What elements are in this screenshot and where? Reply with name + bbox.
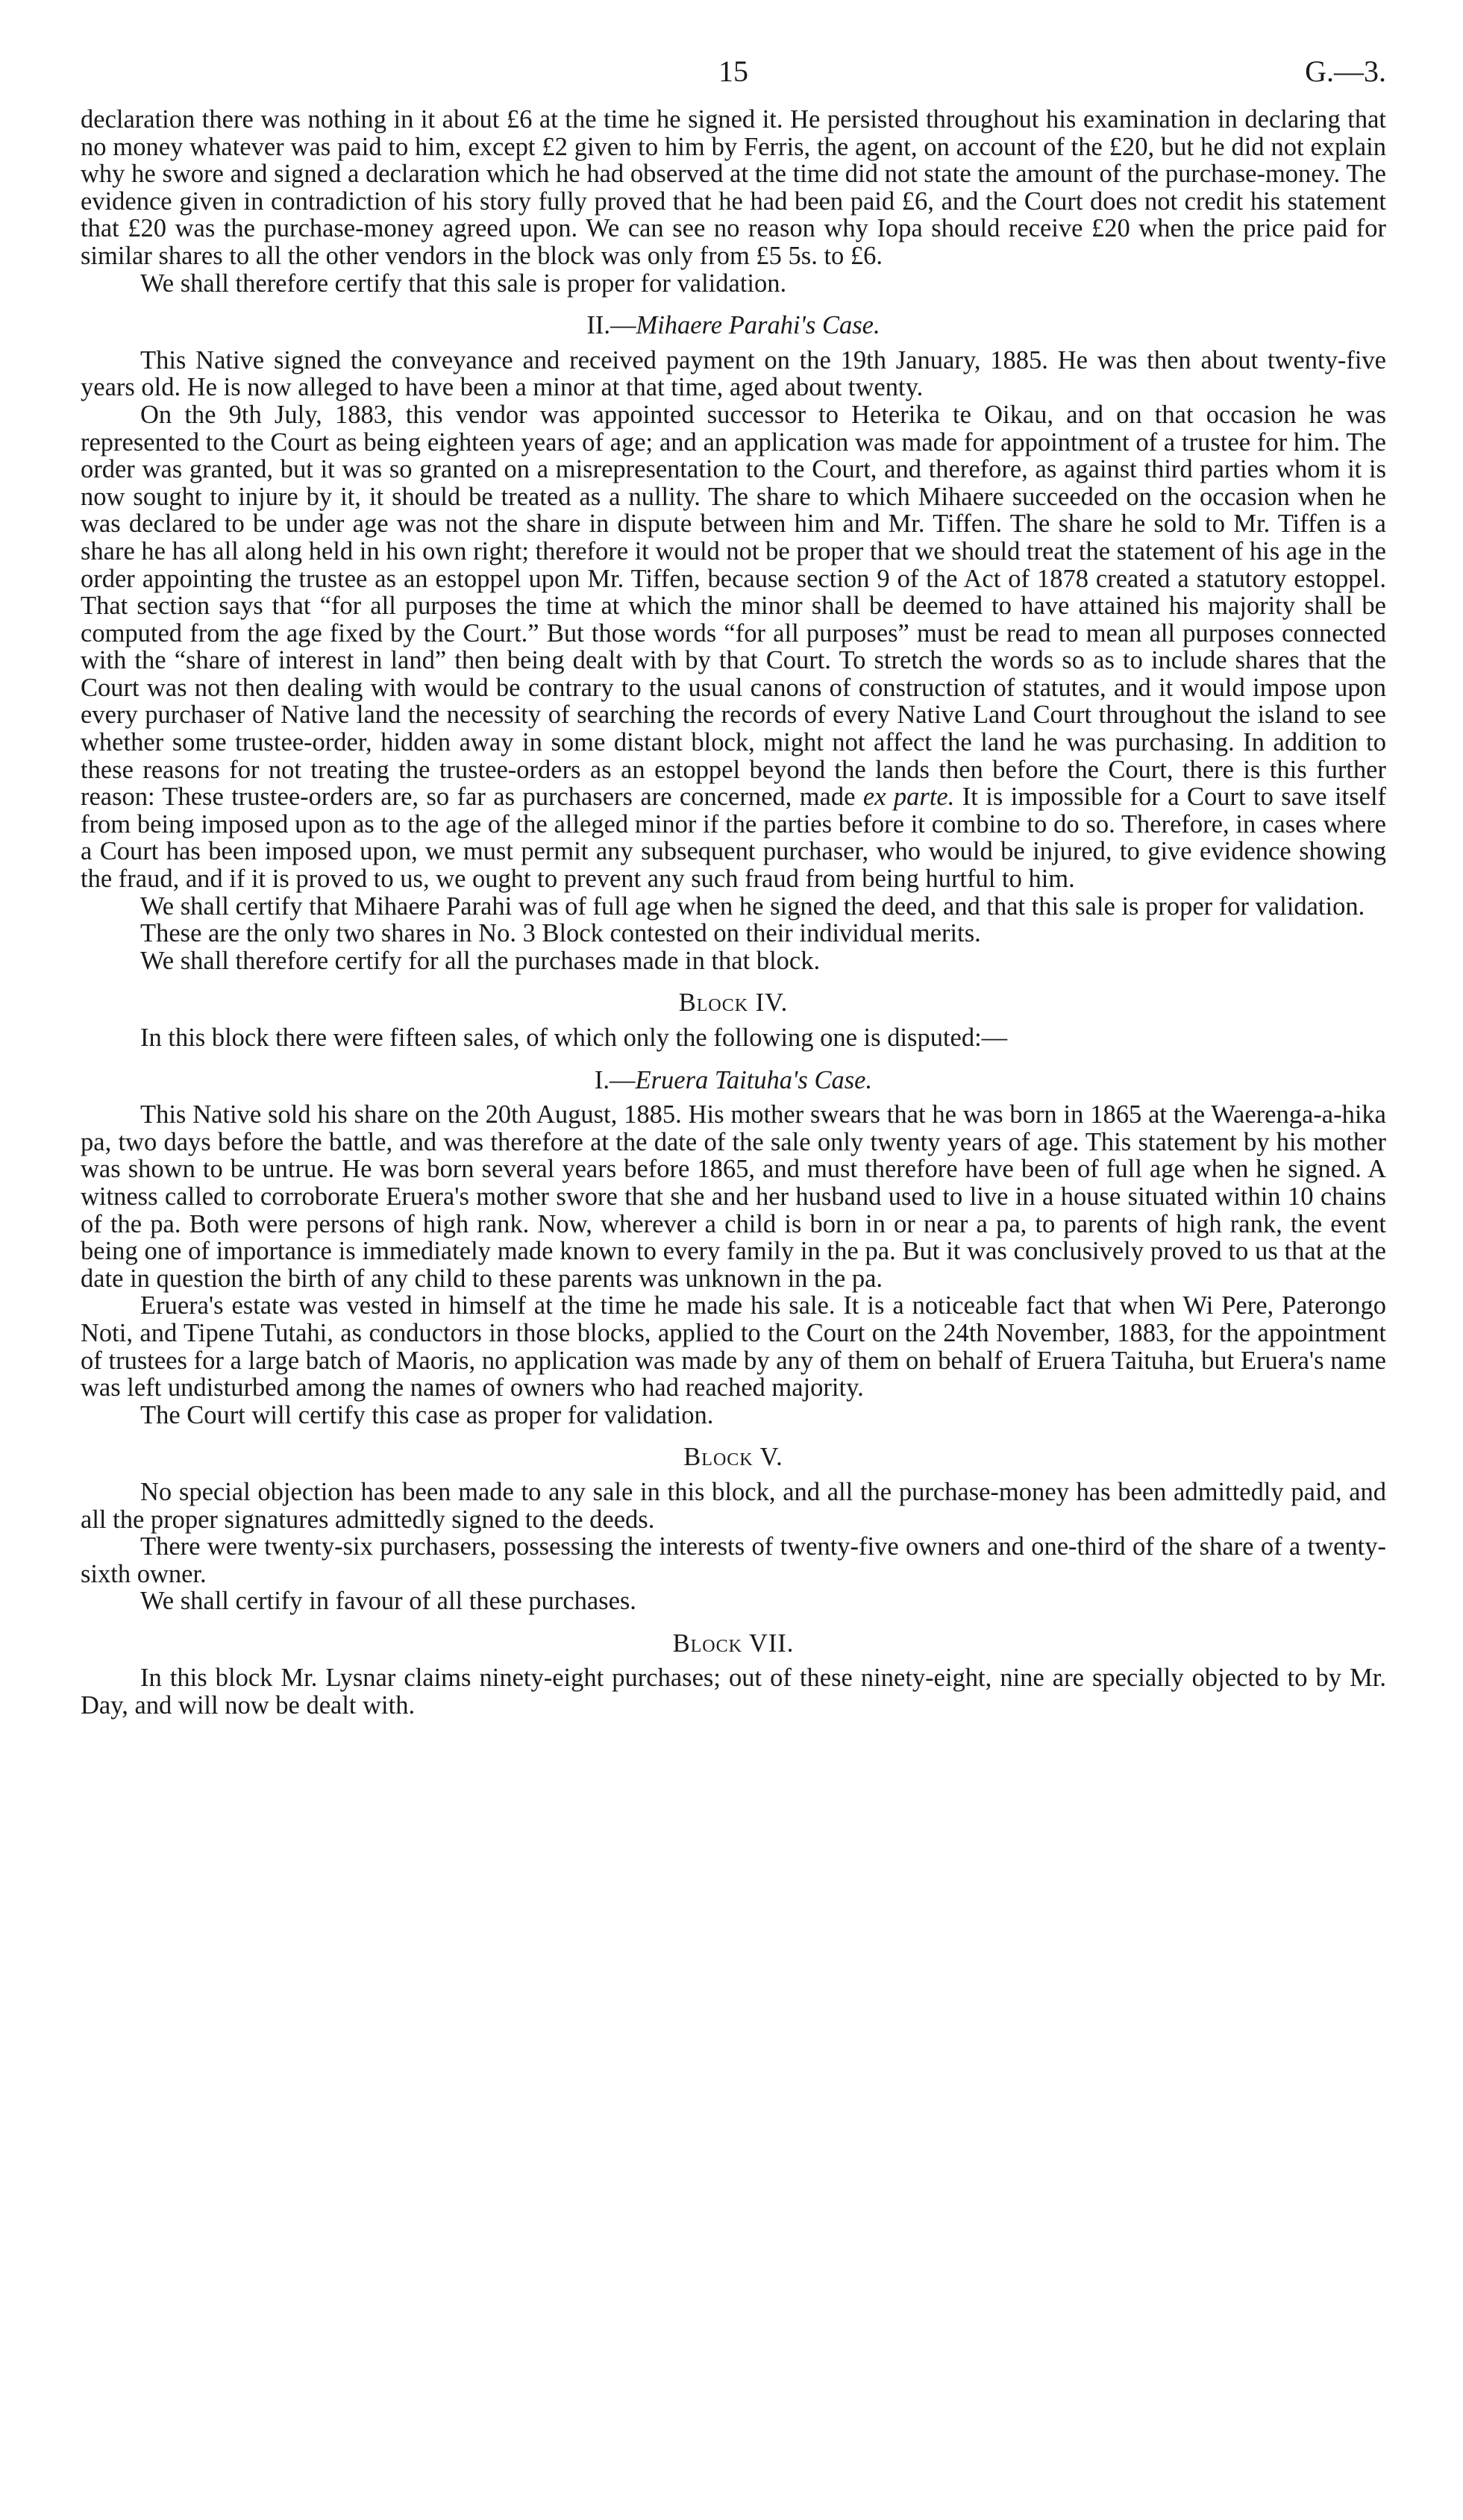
paragraph: We shall certify that Mihaere Parahi was of full age when he signed the deed, and that this sale is proper for validation. bbox=[140, 891, 1365, 921]
paragraph-text: On the 9th July, 1883, this vendor was appointed successor to Heterika te Oikau, and on that occasion he was represented to the Court as being eighteen years of age; and an application was made for appointment of a trustee for him. The order was granted, but it was so granted on a misrepresentation to the Court, and therefore, as against third parties whom it is now sought to injure by it, it should be treated as a nullity. The share to which Mihaere succeeded on the occasion when he was declared to be under age was not the share in dispute between him and Mr. Tiffen. The share he sold to Mr. Tiffen is a share he has all along held in his own right; therefore it would not be proper that we should treat the statement of his age in the order appointing the trustee as an estoppel upon Mr. Tiffen, because section 9 of the Act of 1878 created a statutory estoppel. That section says that “for all purposes the time at which the minor shall be deemed to have attained his majority shall be computed from the age fixed by the Court.” But those words “for all purposes” must be read to mean all purposes connected with the “share of interest in land” then being dealt with by that Court. To stretch the words so as to include shares that the Court was not then dealing with would be contrary to the usual canons of construction of statutes, and it would impose upon every purchaser of Native land the necessity of searching the records of every Native Land Court throughout the island to see whether some trustee-order, hidden away in some distant block, might not affect the land he was purchasing. In addition to these reasons for not treating the trustee-orders as an estoppel beyond the lands then before the Court, there is this further reason: These trustee-orders are, so far as purchasers are concerned, made bbox=[81, 400, 1386, 812]
case-heading-eruera bbox=[81, 1067, 1386, 1094]
case-name: Eruera Taituha's Case. bbox=[635, 1065, 873, 1094]
case-number: I.— bbox=[594, 1065, 636, 1094]
italic-phrase: ex parte. bbox=[862, 783, 955, 812]
paragraph: This Native sold his share on the 20th August, 1885. His mother swears that he was born in 1865 at the Waerenga-a-hika pa, two days before the battle, and was therefore at the date of the sale only twenty years of age. This statement by his mother was shown to be untrue. He was born several years before 1865, and must therefore have been of full age when he signed. A witness called to corroborate Eruera's mother swore that she and her husband used to live in a house situated within 10 chains of the pa. Both were persons of high rank. Now, wherever a child is born in or near a pa, to parents of high rank, the event being one of importance is immediately made known to every family in the pa. But it was conclusively proved to us that at the date in question the birth of any child to these parents was unknown in the pa. bbox=[81, 1100, 1386, 1293]
paragraph: In this block there were fifteen sales, of which only the following one is disputed:— bbox=[140, 1024, 1008, 1052]
paragraph: The Court will certify this case as proper for validation. bbox=[140, 1400, 714, 1429]
block-heading-v: Block V. bbox=[683, 1443, 783, 1472]
paragraph-text: It is impossible for a Court to save itself from being imposed upon as to the age of the alleged minor if the parties before it combine to do so. Therefore, in cases where a Court has been imposed upon, we must permit any subsequent purchaser, who would be injured, to give evidence showing the fraud, and if it is proved to us, we ought to prevent any such fraud from being hurtful to him. bbox=[81, 783, 1387, 894]
document-page bbox=[81, 54, 1386, 1720]
page-number: 15 bbox=[718, 54, 748, 88]
paragraph: We shall certify in favour of all these purchases. bbox=[140, 1587, 636, 1616]
paragraph: We shall therefore certify that this sale is proper for validation. bbox=[140, 269, 787, 298]
paragraph: There were twenty-six purchasers, possessing the interests of twenty-five owners and one-third of the share of a twenty-sixth owner. bbox=[81, 1532, 1386, 1588]
paragraph: No special objection has been made to any sale in this block, and all the purchase-money has been admittedly paid, and all the proper signatures admittedly signed to the deeds. bbox=[81, 1477, 1386, 1534]
paragraph: In this block Mr. Lysnar claims ninety-eight purchases; out of these ninety-eight, nine are specially objected to by Mr. Day, and will now be dealt with. bbox=[81, 1664, 1386, 1720]
page-header bbox=[81, 54, 1386, 106]
case-heading-mihaere bbox=[81, 312, 1386, 339]
document-reference: G.—3. bbox=[1305, 54, 1386, 88]
paragraph bbox=[81, 401, 1386, 893]
paragraph: declaration there was nothing in it about £6 at the time he signed it. He persisted throughout his examination in declaring that no money whatever was paid to him, except £2 given to him by Ferris, the agent, on account of the £20, but he did not explain why he swore and signed a declaration which he had observed at the time did not state the amount of the purchase-money. The evidence given in contradiction of his story fully proved that he had been paid £6, and the Court does not credit his statement that £20 was the purchase-money agreed upon. We can see no reason why Iopa should receive £20 when the price paid for similar shares to all the other vendors in the block was only from £5 5s. to £6. bbox=[81, 105, 1386, 270]
block-heading-vii: Block VII. bbox=[672, 1629, 795, 1658]
case-name: Mihaere Parahi's Case. bbox=[636, 311, 880, 340]
paragraph: These are the only two shares in No. 3 Block contested on their individual merits. bbox=[140, 919, 981, 948]
case-number: II.— bbox=[586, 311, 636, 340]
paragraph: We shall therefore certify for all the purchases made in that block. bbox=[140, 946, 821, 975]
paragraph: This Native signed the conveyance and received payment on the 19th January, 1885. He was then about twenty-five years old. He is now alleged to have been a minor at that time, aged about twenty. bbox=[81, 345, 1386, 402]
block-heading-iv: Block IV. bbox=[678, 988, 789, 1018]
paragraph: Eruera's estate was vested in himself at the time he made his sale. It is a noticeable fact that when Wi Pere, Paterongo Noti, and Tipene Tutahi, as conductors in those blocks, applied to the Court on the 24th November, 1883, for the appointment of trustees for a large batch of Maoris, no application was made by any of them on behalf of Eruera Taituha, but Eruera's name was left undisturbed among the names of owners who had reached majority. bbox=[81, 1291, 1386, 1402]
body-text bbox=[81, 106, 1386, 1720]
